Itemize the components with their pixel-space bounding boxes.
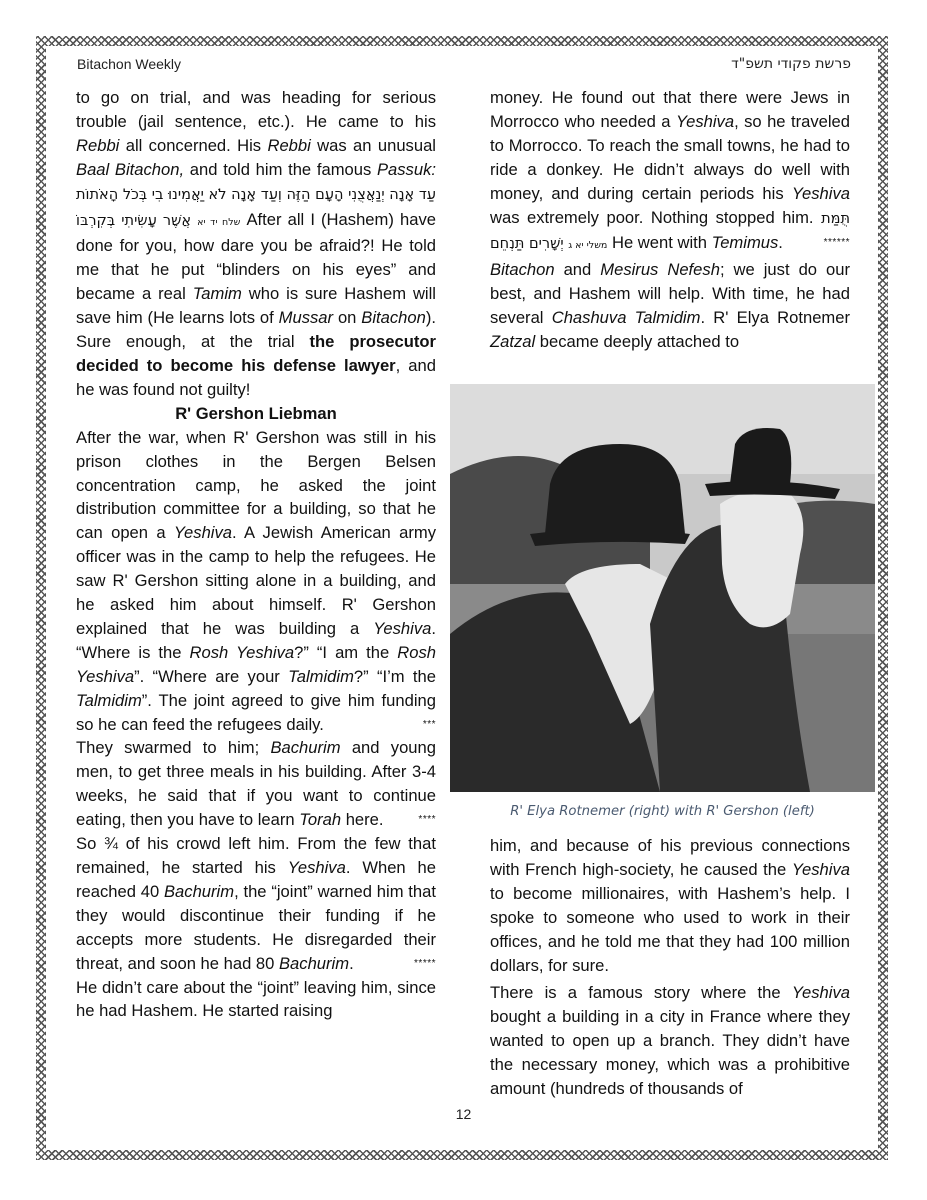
parsha-title: פרשת פקודי תשפ"ד [731, 56, 851, 72]
photo-illustration [450, 384, 875, 792]
section-heading: R' Gershon Liebman [175, 403, 337, 423]
photo-caption: R' Elya Rotnemer (right) with R' Gershon (left) [510, 804, 815, 819]
verse-source: שלח יד יא [197, 216, 241, 228]
paragraph-millionaires: him, and because of his previous connections with French high-society, he caused the Yeshiva to become millionaires, with Hashem’s help. I spoke to someone who used to work in their offices, and he told me that they had 100 million dollars, for sure. [490, 836, 850, 975]
page-number: 12 [455, 1106, 472, 1122]
hebrew-verse: עַד אָנָה יְנַאֲצֻנִי הָעָם הַזֶּה וְעַד אָנָה לֹא יַאֲמִינוּ בִי בְּכֹל הָאֹתוֹת אֲשֶׁר עָשִׂיתִי בְּקִרְבּוֹ [76, 186, 436, 229]
paragraph-morocco: money. He found out that there were Jews in Morrocco who needed a Yeshiva, so he traveled to Morrocco. To reach the small towns, he had to ride a donkey. He didn’t always do well with money, and during certain periods his Yeshiva was extremely poor. Nothing stopped him. תֻּמַּת יְשָׁרִים תַּנְחֵם משלי יא ג He went with Temimus. ****** [490, 86, 850, 258]
publication-title: Bitachon Weekly [77, 56, 182, 72]
section-separator: ***** [414, 957, 436, 969]
paragraph-france-building: There is a famous story where the Yeshiva bought a building in a city in France where they wanted to open up a branch. They didn’t have the necessary money, which was a prohibitive amount (hundreds of thousands of [490, 983, 850, 1099]
right-column-top [490, 86, 850, 354]
section-separator: *** [422, 718, 436, 730]
hebrew-verse: תֻּמַּת יְשָׁרִים תַּנְחֵם [490, 210, 850, 253]
right-column-bottom [490, 834, 850, 1101]
paragraph-bergen-belsen: After the war, when R' Gershon was still in his prison clothes in the Bergen Belsen concentration camp, he asked the joint distribution committee for a building, so that he can open a Yeshiva. A Jewish American army officer was in the camp to help the refugees. He saw R' Gershon sitting alone in a building, and he asked him about himself. R' Gershon explained that he was building a Yeshiva. “Where is the Rosh Yeshiva?” “I am the Rosh Yeshiva”. “Where are your Talmidim?” “I’m the Talmidim”. The joint agreed to give him funding so he can feed the refugees daily. *** [76, 426, 436, 737]
photo-rabbis [450, 384, 875, 792]
paragraph-meals: They swarmed to him; Bachurim and young men, to get three meals in his building. After 3-4 weeks, he said that if you want to continue eating, then you have to learn Torah here. **** [76, 736, 436, 832]
paragraph-mesirus-nefesh: Bitachon and Mesirus Nefesh; we just do our best, and Hashem will help. With time, he had several Chashuva Talmidim. R' Elya Rotnemer Zatzal became deeply attached to [490, 260, 850, 352]
paragraph-raising: He didn’t care about the “joint” leaving him, since he had Hashem. He started raising [76, 977, 436, 1021]
verse-source: משלי יא ג [568, 240, 608, 252]
section-separator: ****** [823, 237, 850, 249]
left-column [76, 86, 436, 1023]
paragraph-trial: to go on trial, and was heading for serious trouble (jail sentence, etc.). He came to his Rebbi all concerned. His Rebbi was an unusual Baal Bitachon, and told him the famous Passuk: עַד אָנָה יְנַאֲצֻנִי הָעָם הַזֶּה וְעַד אָנָה לֹא יַאֲמִינוּ בִי בְּכֹל הָאֹתוֹת אֲשֶׁר עָשִׂיתִי בְּקִרְבּוֹ שלח יד יא After all I (Hashem) have done for you, how dare you be afraid?! He told me that he put “blinders on his eyes” and became a real Tamim who is sure Hashem will save him (He learns lots of Mussar on Bitachon). Sure enough, at the trial the prosecutor decided to become his defense lawyer, and he was found not guilty! [76, 88, 436, 399]
paragraph-crowd-left: So ¾ of his crowd left him. From the few that remained, he started his Yeshiva. When he reached 40 Bachurim, the “joint” warned him that they would discontinue their funding if he accepts more students. He disregarded their threat, and soon he had 80 Bachurim. ***** [76, 832, 436, 975]
section-separator: **** [418, 814, 436, 826]
